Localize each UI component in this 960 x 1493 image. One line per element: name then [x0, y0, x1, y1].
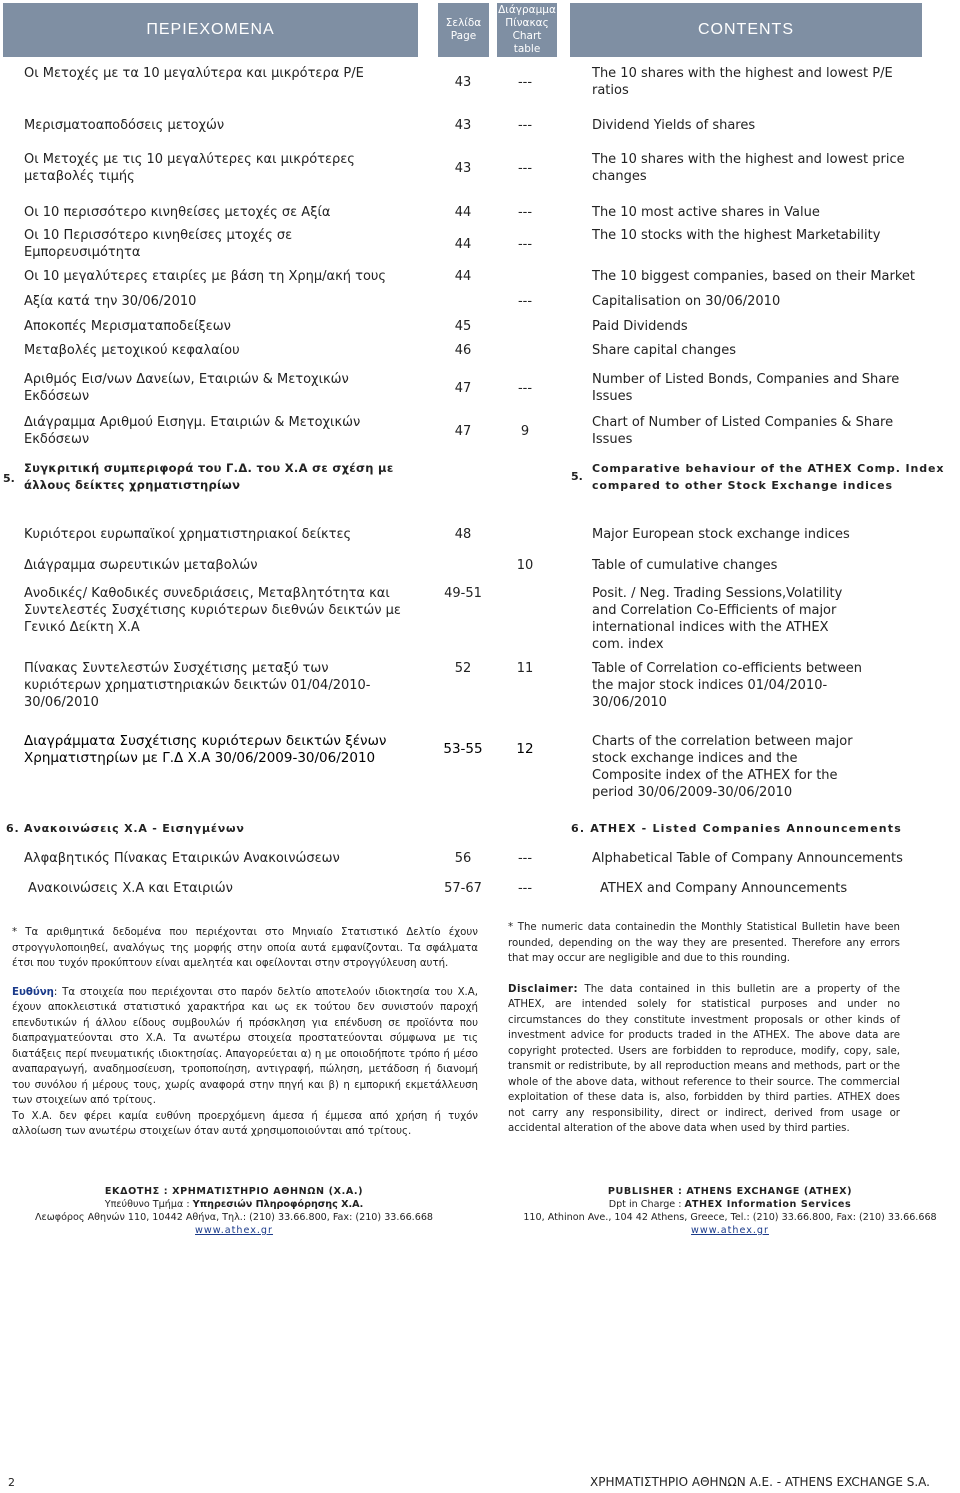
greek-title: Ανοδικές/ Καθοδικές συνεδριάσεις, Μεταβλητότητα και Συντελεστές Συσχέτισης κυριότερων διεθνών δεικτών με Γενικό Δείκτη Χ.Α [24, 586, 401, 635]
page-number-cell: 47 [454, 423, 472, 439]
page-number-cell: 44 [454, 269, 472, 284]
english-title: Dividend Yields of shares [592, 118, 756, 133]
disclaimer-label-en: Disclaimer: [508, 983, 579, 995]
page-number-cell: 47 [454, 380, 472, 396]
dept-name-gr: Υπηρεσιών Πληροφόρησης Χ.Α. [192, 1199, 364, 1210]
chart-number-cell: --- [517, 74, 533, 90]
dept-prefix-en: Dpt in Charge : [608, 1199, 685, 1210]
greek-title: Οι Μετοχές με τα 10 μεγαλύτερα και μικρότερα P/E [24, 66, 364, 81]
greek-title: Οι Μετοχές με τις 10 μεγαλύτερες και μικρότερες μεταβολές τιμής [24, 152, 355, 184]
greek-title: Διαγράμματα Συσχέτισης κυριότερων δεικτών ξένων Χρηματιστηρίων με Γ.Δ Χ.Α 30/06/2009-30/06/2010 [24, 733, 387, 766]
chart-number-cell: 10 [516, 558, 534, 573]
disclaimer-gr [12, 985, 478, 1109]
disclaimer-text-en: The data contained in this bulletin are a property of the ATHEX, are intended solely for statistical purposes and under no circumstances do they constitute investment proposals or other kinds of investment advice for products traded in the ATHEX. The above data are copyright protected. Users are forbidden to reproduce, modify, copy, sale, transmit or redistribute, by all reproduction means and methods, part or the whole of the above data, without reference to their source. The commercial exploitation of these data is, also, forbidden by third parties. ATHEX does not carry any responsibility, direct or indirect, derived from usage or accidental alteration of the above data when used by third parties. [508, 983, 900, 1134]
chart-col-3: Chart [512, 30, 542, 42]
english-title: Charts of the correlation between major stock exchange indices and the Composite index of the ATHEX for the period 30/06/2009-30/06/2010 [592, 734, 853, 800]
greek-title: Κυριότεροι ευρωπαϊκοί χρηματιστηριακοί δείκτες [24, 527, 352, 542]
page-number-cell: 46 [454, 343, 472, 358]
section6-title-gr: 6. Ανακοινώσεις Χ.Α - Εισηγμένων [6, 822, 245, 835]
publisher-dept-en [500, 1198, 960, 1211]
greek-title: Οι 10 περισσότερο κινηθείσες μετοχές σε Αξία [24, 205, 331, 220]
chart-number-cell: --- [517, 205, 533, 220]
disclaimer-text-gr: : Τα στοιχεία που περιέχονται στο παρόν δελτίο αποτελούν ιδιοκτησία του Χ.Α, έχουν αποκλειστικά στατιστικό χαρακτήρα και ως εκ τούτου δεν συνιστούν παροχή επενδυτικών ή άλλου είδους συμβουλών ή πρόσκληση για επένδυση σε προϊόντα που διαπραγματεύονται στο Χ.Α. Τα ανωτέρω στοιχεία προστατεύονται σύμφωνα με τις διατάξεις περί πνευματικής ιδιοκτησίας. Απαγορεύεται α) η με οποιοδήποτε τρόπο ή μέσο αναπαραγωγή, αναδημοσίευση, τροποποίηση, αντιγραφή, πώληση, μετάδοση ή διανομή του συνόλου ή μέρους τους, χωρίς αναφορά στην πηγή και β) η εμπορική εκμετάλλευση των στοιχείων από τρίτους. [12, 986, 478, 1106]
publisher-greek [4, 1185, 464, 1237]
greek-title: Αριθμός Εισ/νων Δανείων, Εταιριών & Μετοχικών Εκδόσεων [24, 372, 349, 404]
notes-english [508, 920, 900, 1137]
section6-title-en: 6. ATHEX - Listed Companies Announcements [571, 822, 902, 835]
greek-title: Αξία κατά την 30/06/2010 [24, 294, 197, 309]
publisher-dept-gr [4, 1198, 464, 1211]
publisher-address-gr: Λεωφόρος Αθηνών 110, 10442 Αθήνα, Τηλ.: (210) 33.66.800, Fax: (210) 33.66.668 [34, 1212, 434, 1223]
english-title: Number of Listed Bonds, Companies and Share Issues [592, 372, 900, 404]
greek-title: Πίνακας Συντελεστών Συσχέτισης μεταξύ των κυριότερων χρηματιστηριακών δεικτών 01/04/2010- 30/06/2010 [24, 661, 371, 710]
english-title: The 10 shares with the highest and lowest price changes [592, 152, 905, 184]
rounding-note-en: * The numeric data containedin the Monthly Statistical Bulletin have been rounded, depending on the way they are presented. Therefore any errors that may occur are negligible and due to this rounding. [508, 922, 900, 964]
page-number-cell: 57-67 [444, 881, 482, 896]
disclaimer-en [508, 982, 900, 1137]
english-title: The 10 shares with the highest and lowest P/E ratios [592, 66, 893, 98]
chart-number-cell: 12 [516, 741, 534, 757]
greek-title: Διάγραμμα Αριθμού Εισηγμ. Εταιριών & Μετοχικών Εκδόσεων [24, 415, 361, 447]
chart-number-cell: --- [517, 118, 533, 133]
publisher-title-gr: ΕΚΔΟΤΗΣ : ΧΡΗΜΑΤΙΣΤΗΡΙΟ ΑΘΗΝΩΝ (Χ.Α.) [104, 1186, 364, 1197]
rounding-note-gr: * Τα αριθμητικά δεδομένα που περιέχονται στο Μηνιαίο Στατιστικό Δελτίο έχουν στρογγυλοποιηθεί, αναλόγως της μορφής στην οποία αυτά εμφανίζονται. Τα σφάλματα έτσι που τυχόν προκύπτουν είναι αμελητέα και οφείλονται στην στρογγύλευση αυτή. [12, 927, 478, 969]
greek-contents-title: ΠΕΡΙΕΧΟΜΕΝΑ [146, 21, 275, 38]
page-col-en: Page [450, 30, 477, 42]
page-number-cell: 43 [454, 160, 472, 176]
english-title: The 10 most active shares in Value [592, 205, 820, 220]
page-number-cell: 43 [454, 118, 472, 133]
greek-title: Μεταβολές μετοχικού κεφαλαίου [24, 343, 240, 358]
greek-contents-header [3, 3, 418, 57]
english-title: Alphabetical Table of Company Announcements [592, 851, 903, 866]
liability-note-gr: Το Χ.Α. δεν φέρει καμία ευθύνη προερχόμενη άμεσα ή έμμεσα από χρήση ή τυχόν αλλοίωση των ανωτέρω στοιχείων όταν αυτά χρησιμοποιούνται από τρίτους. [12, 1110, 478, 1137]
page-number-cell: 48 [454, 527, 472, 542]
english-title: Paid Dividends [592, 319, 688, 334]
english-title: Capitalisation on 30/06/2010 [592, 294, 781, 309]
chart-col-4: table [513, 43, 541, 55]
english-title: The 10 stocks with the highest Marketability [592, 228, 881, 243]
page-col-gr: Σελίδα [445, 17, 482, 29]
page-number-cell: 52 [454, 661, 472, 676]
greek-title: Ανακοινώσεις Χ.Α και Εταιριών [28, 881, 233, 896]
english-contents-title: CONTENTS [698, 21, 794, 38]
chart-number-cell: --- [517, 294, 533, 309]
page-number-cell: 49-51 [444, 586, 482, 601]
greek-title: Αλφαβητικός Πίνακας Εταιρικών Ανακοινώσεων [24, 851, 340, 866]
publisher-website-en[interactable]: www.athex.gr [691, 1225, 769, 1236]
greek-title: Οι 10 Περισσότερο κινηθείσες μτοχές σε Εμπορευσιμότητα [24, 228, 293, 260]
english-title: Chart of Number of Listed Companies & Share Issues [592, 415, 894, 447]
publisher-english [500, 1185, 960, 1237]
chart-number-cell: 9 [520, 423, 530, 439]
chart-number-cell: --- [517, 881, 533, 896]
chart-column-header [497, 3, 557, 57]
chart-col-2: Πίνακας [505, 17, 549, 29]
greek-title: Οι 10 μεγαλύτερες εταιρίες με βάση τη Χρημ/ακή τους [24, 269, 387, 284]
page-number: 2 [8, 1476, 15, 1489]
section5-title-gr: Συγκριτική συμπεριφορά του Γ.Δ. του Χ.Α σε σχέση με άλλους δείκτες χρηματιστηρίων [24, 461, 394, 492]
page-number-cell: 43 [454, 74, 472, 90]
chart-number-cell: --- [517, 851, 533, 866]
dept-prefix-gr: Υπεύθυνο Τμήμα : [104, 1199, 193, 1210]
section5-title-en: Comparative behaviour of the ATHEX Comp. Index compared to other Stock Exchange indices [592, 462, 945, 492]
greek-title: Διάγραμμα σωρευτικών μεταβολών [24, 558, 258, 573]
page-number-cell: 44 [454, 236, 472, 252]
english-title: Share capital changes [592, 343, 737, 358]
chart-number-cell: --- [517, 236, 533, 252]
notes-greek [12, 925, 478, 1140]
section5-number-gr: 5. [3, 472, 15, 485]
english-title: Major European stock exchange indices [592, 527, 850, 542]
english-title: Table of cumulative changes [592, 558, 778, 573]
page-number-cell: 45 [454, 319, 472, 334]
chart-col-1: Διάγραμμα [498, 4, 556, 16]
chart-number-cell: --- [517, 380, 533, 396]
page-number-cell: 44 [454, 205, 472, 220]
chart-number-cell: 11 [516, 661, 534, 676]
english-title: ATHEX and Company Announcements [600, 881, 848, 896]
dept-name-en: ATHEX Information Services [684, 1199, 852, 1210]
page-footer-text: ΧΡΗΜΑΤΙΣΤΗΡΙΟ ΑΘΗΝΩΝ Α.Ε. - ATHENS EXCHANGE S.A. [590, 1475, 930, 1489]
greek-title: Μερισματοαποδόσεις μετοχών [24, 118, 225, 133]
english-contents-header [570, 3, 922, 57]
publisher-address-en: 110, Athinon Ave., 104 42 Athens, Greece, Tel.: (210) 33.66.800, Fax: (210) 33.66.668 [523, 1212, 937, 1223]
greek-title: Αποκοπές Μερισματαποδείξεων [24, 319, 231, 334]
section5-number-en: 5. [571, 470, 583, 483]
english-title: Posit. / Neg. Trading Sessions,Volatility and Correlation Co-Efficients of major international indices with the ATHEX com. index [592, 586, 843, 652]
english-title: The 10 biggest companies, based on their Market [592, 269, 916, 284]
english-title: Table of Correlation co-efficients between the major stock indices 01/04/2010- 30/06/2010 [592, 661, 863, 710]
page-column-header [438, 3, 489, 57]
chart-number-cell: --- [517, 160, 533, 176]
disclaimer-label-gr: Ευθύνη [12, 986, 54, 998]
publisher-title-en: PUBLISHER : ATHENS EXCHANGE (ATHEX) [607, 1186, 853, 1197]
page-number-cell: 56 [454, 851, 472, 866]
publisher-website-gr[interactable]: www.athex.gr [195, 1225, 273, 1236]
page-number-cell: 53-55 [443, 741, 483, 757]
